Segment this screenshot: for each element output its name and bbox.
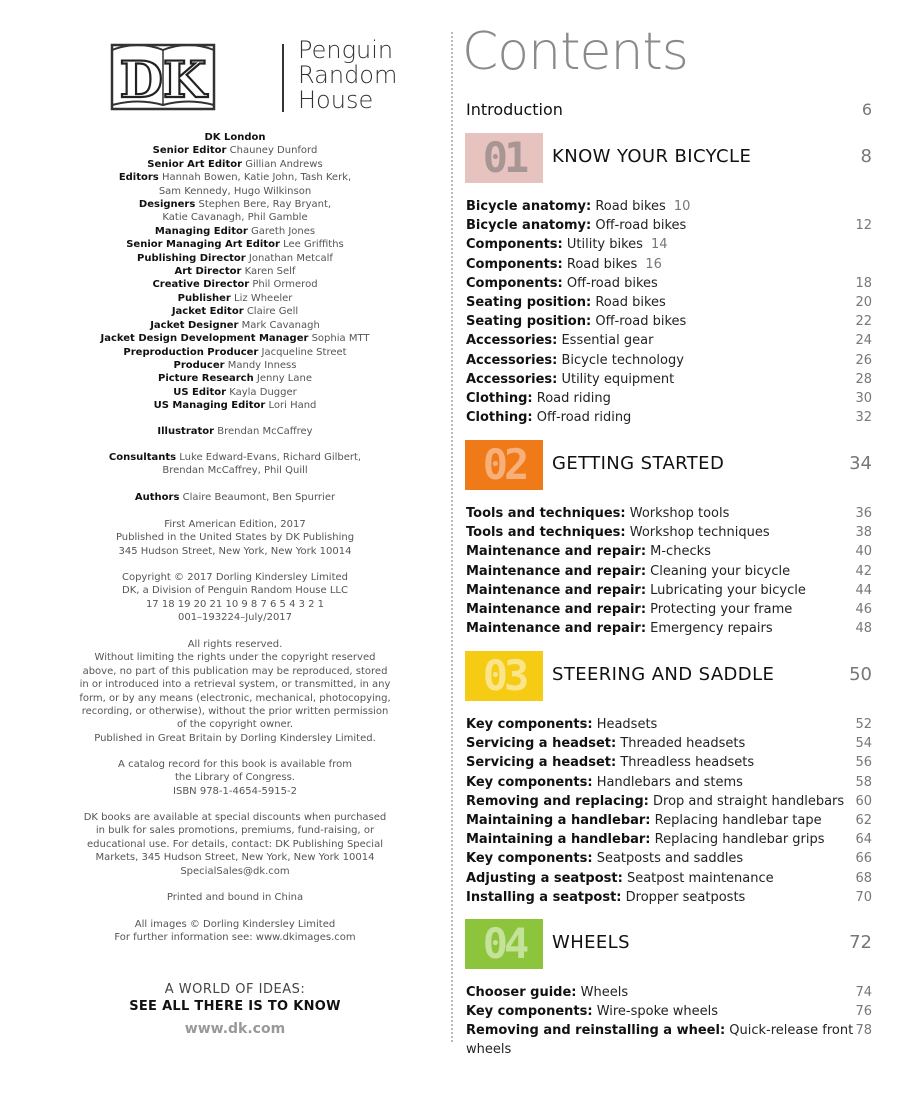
toc-entry-page: 48: [855, 621, 872, 637]
toc-entry-title: Utility equipment: [557, 371, 675, 387]
toc-entry-title: Workshop techniques: [625, 525, 770, 541]
imprint-line: in or introduced into a retrieval system, or transmitted, in any: [79, 679, 391, 691]
credit-line: [60, 158, 410, 171]
toc-entry[interactable]: [466, 562, 872, 581]
toc-entry-section: Key components:: [466, 1004, 593, 1020]
toc-entry-title: Road bikes: [591, 199, 666, 214]
credit-role: Producer: [173, 359, 225, 371]
toc-entry-title: Protecting your frame: [646, 602, 793, 617]
toc-entry[interactable]: [466, 619, 872, 638]
imprint-line: Printed and bound in China: [166, 892, 304, 903]
chapter-heading[interactable]: [465, 440, 872, 490]
imprint-line: All rights reserved.: [187, 639, 283, 650]
toc-entry[interactable]: [466, 197, 872, 216]
toc-entry[interactable]: [466, 983, 872, 1002]
credit-names: Jenny Lane: [253, 373, 312, 385]
svg-text:DK: DK: [119, 50, 207, 109]
credit-names: Jacqueline Street: [258, 346, 347, 358]
toc-entry-page: 62: [855, 813, 872, 828]
toc-entry-section: Maintenance and repair:: [466, 563, 647, 579]
credit-line: [60, 346, 410, 359]
credit-role: Authors: [134, 492, 180, 503]
toc-entry-page: 40: [855, 544, 872, 560]
toc-entry-section: Maintaining a handlebar:: [466, 813, 651, 828]
toc-entry-page: 52: [855, 717, 872, 732]
imprint-line: DK, a Division of Penguin Random House LLC: [122, 585, 348, 597]
credit-names: Claire Gell: [243, 306, 299, 318]
credit-names: Lee Griffiths: [279, 239, 344, 251]
toc-entry-page: 28: [855, 371, 872, 387]
toc-entry[interactable]: [466, 331, 872, 350]
toc-entry-page: 60: [855, 793, 872, 809]
toc-entry-section: Tools and techniques:: [466, 506, 626, 521]
credit-line: [60, 144, 410, 157]
toc-entry-section: Key components:: [466, 774, 593, 790]
toc-entry[interactable]: [466, 255, 872, 274]
toc-entry-page: 44: [855, 582, 872, 598]
imprint-line: Copyright © 2017 Dorling Kindersley Limited: [121, 572, 348, 583]
credit-line: [60, 305, 410, 318]
credit-role: Senior Managing Art Editor: [126, 239, 280, 251]
toc-entry-section: Accessories:: [466, 333, 558, 349]
credit-line: [60, 238, 410, 251]
chapter-page: 72: [849, 932, 872, 953]
toc-entry[interactable]: [466, 734, 872, 753]
credit-names: Hannah Bowen, Katie John, Tash Kerk,: [158, 172, 352, 184]
credit-line: [60, 425, 410, 438]
intro-page: 6: [861, 100, 872, 119]
credit-names: Liz Wheeler: [230, 292, 293, 304]
credit-names: Sophia MTT: [308, 333, 370, 345]
credit-role: Editors: [118, 172, 159, 184]
toc-entry-section: Accessories:: [466, 352, 558, 368]
credit-line: [60, 399, 410, 412]
chapter-number: 03: [482, 651, 526, 700]
logo-divider: [282, 44, 284, 112]
credit-line: [60, 171, 410, 184]
imprint-line: 345 Hudson Street, New York, New York 10014: [118, 545, 352, 557]
credit-line: [60, 265, 410, 278]
credit-role: Designers: [138, 199, 196, 211]
imprint-line: DK books are available at special discounts when purchased: [83, 812, 387, 823]
publisher-logo: [110, 36, 398, 114]
imprint-block: [60, 638, 410, 745]
credit-line: [60, 332, 410, 345]
toc-entry-page: 66: [855, 851, 872, 867]
toc-entry-title: Replacing handlebar grips: [650, 832, 825, 848]
toc-entry-section: Clothing:: [466, 391, 533, 406]
credit-names: Brendan McCaffrey: [214, 426, 313, 437]
toc-entry-title: Threaded headsets: [616, 736, 746, 752]
toc-entry[interactable]: [466, 408, 872, 427]
imprint-line: A catalog record for this book is available from: [118, 759, 352, 770]
imprint-line: of the copyright owner.: [176, 719, 294, 731]
toc-entry-section: Components:: [466, 237, 563, 253]
imprint-line: above, no part of this publication may be reproduced, stored: [82, 665, 388, 677]
toc-entry-page: 78: [855, 1023, 872, 1039]
chapter-number-badge: [465, 651, 543, 701]
toc-entry-section: Seating position:: [466, 295, 592, 310]
imprint-block: [60, 918, 410, 945]
imprint-block: [60, 571, 410, 625]
toc-entry[interactable]: [466, 216, 872, 235]
toc-entry-title: Road bikes: [562, 256, 638, 272]
toc-entry[interactable]: [466, 849, 872, 868]
chapter-title: WHEELS: [552, 932, 630, 953]
toc-entry-section: Bicycle anatomy:: [466, 199, 592, 214]
credit-line: [60, 451, 410, 464]
toc-entry[interactable]: [466, 504, 872, 523]
toc-entry[interactable]: [466, 235, 872, 254]
consultants-credit: [60, 451, 410, 478]
imprint-block: [60, 518, 410, 558]
chapter-number-badge: [465, 919, 543, 969]
toc-entry[interactable]: [466, 753, 872, 772]
credit-names: Lori Hand: [265, 400, 317, 412]
publisher-name-line: Penguin: [298, 36, 394, 64]
credit-names: Karen Self: [241, 266, 296, 278]
credit-line: [60, 359, 410, 372]
imprint-line: Published in Great Britain by Dorling Kindersley Limited.: [94, 732, 376, 744]
chapter-title: STEERING AND SADDLE: [552, 664, 775, 685]
toc-entry-section: Seating position:: [466, 314, 592, 330]
toc-entry-title: Off-road riding: [532, 410, 632, 426]
imprint-block: [60, 758, 410, 798]
credit-names: Claire Beaumont, Ben Spurrier: [179, 492, 336, 503]
credit-line: [60, 225, 410, 238]
motto-line-1: A WORLD OF IDEAS:: [164, 982, 306, 997]
imprint-line: the Library of Congress.: [175, 772, 295, 784]
imprint-line: Published in the United States by DK Publishing: [115, 532, 355, 544]
toc-entry-title: Quick-release front wheels: [466, 1023, 854, 1058]
imprint-line: All images © Dorling Kindersley Limited: [134, 919, 336, 930]
credit-names: Stephen Bere, Ray Bryant,: [195, 199, 332, 211]
toc-entry-page: 64: [855, 832, 872, 848]
chapter-number: 04: [482, 919, 526, 968]
toc-entry-page: 32: [855, 410, 872, 426]
credit-line: [60, 386, 410, 399]
chapter-number-badge: [465, 133, 543, 183]
toc-entry[interactable]: [466, 869, 872, 888]
credit-role: Art Director: [174, 266, 242, 278]
toc-entry[interactable]: [466, 600, 872, 619]
toc-entry-title: Seatpost maintenance: [622, 870, 774, 886]
credit-role: US Managing Editor: [153, 400, 266, 412]
toc-entry-title: Drop and straight handlebars: [648, 793, 845, 809]
credit-role: Senior Art Editor: [147, 158, 243, 170]
imprint-line: in bulk for sales promotions, premiums, fund-raising, or: [95, 825, 375, 837]
chapter-heading[interactable]: [465, 919, 872, 969]
credit-role: Jacket Design Development Manager: [100, 333, 309, 345]
imprint-line: recording, or otherwise), without the prior written permission: [81, 706, 389, 718]
publisher-name-line: House: [298, 86, 374, 114]
toc-entry-section: Key components:: [466, 851, 593, 867]
toc-entry-title: Bicycle technology: [557, 352, 684, 368]
credit-names: Gareth Jones: [247, 225, 316, 237]
toc-entry-page: 14: [650, 237, 668, 253]
credit-names: Luke Edward-Evans, Richard Gilbert,: [176, 452, 362, 463]
toc-entry-title: Off-road bikes: [591, 218, 687, 234]
toc-entry[interactable]: [466, 293, 872, 312]
toc-entry-title: Wheels: [576, 985, 629, 1000]
toc-entry[interactable]: [466, 888, 872, 907]
toc-entry-title: Road bikes: [591, 295, 666, 310]
credit-line: [60, 185, 410, 198]
toc-entry-title: Cleaning your bicycle: [646, 563, 791, 579]
toc-entry[interactable]: [466, 715, 872, 734]
toc-entry-page: 16: [645, 256, 662, 272]
toc-entry-title: Seatposts and saddles: [592, 851, 744, 867]
credit-line: [60, 464, 410, 477]
toc-entry-title: M-checks: [646, 544, 711, 560]
toc-entry-section: Chooser guide:: [466, 985, 577, 1000]
toc-entry-section: Servicing a headset:: [466, 755, 617, 771]
toc-entry-page: 56: [855, 755, 872, 771]
toc-entry[interactable]: [466, 811, 872, 830]
toc-entry-section: Adjusting a seatpost:: [466, 870, 623, 886]
chapter-heading[interactable]: [465, 133, 872, 183]
credits-column: [60, 0, 410, 1100]
credit-names: Phil Ormerod: [249, 279, 318, 291]
chapter-number: 01: [482, 133, 526, 182]
chapter-page: 8: [860, 146, 872, 167]
credit-role: Jacket Designer: [150, 319, 239, 331]
chapter-number-badge: [465, 440, 543, 490]
intro-title: Introduction: [466, 100, 563, 119]
toc-entry-title: Off-road bikes: [562, 275, 658, 291]
credit-role: Creative Director: [152, 279, 250, 291]
credit-line: [60, 491, 410, 504]
credit-role: Publisher: [177, 292, 231, 304]
toc-entry-page: 46: [855, 602, 872, 617]
toc-entry[interactable]: [466, 351, 872, 370]
credit-role: Publishing Director: [137, 252, 246, 264]
toc-entry[interactable]: [466, 389, 872, 408]
credit-role: Consultants: [108, 452, 177, 463]
toc-entry[interactable]: [466, 1002, 872, 1021]
toc-entry-section: Installing a seatpost:: [466, 889, 622, 905]
toc-entry-section: Maintenance and repair:: [466, 602, 647, 617]
toc-entry[interactable]: [466, 1021, 872, 1058]
imprint-line: Without limiting the rights under the copyright reserved: [94, 652, 376, 664]
toc-entry-section: Bicycle anatomy:: [466, 218, 592, 234]
page-title: Contents: [462, 22, 688, 82]
toc-entry[interactable]: [466, 370, 872, 389]
toc-entry-page: 18: [855, 275, 872, 291]
credit-names: Jonathan Metcalf: [245, 252, 333, 264]
toc-entry[interactable]: [466, 830, 872, 849]
toc-entry-section: Components:: [466, 256, 563, 272]
chapter-page: 34: [849, 453, 872, 474]
toc-entry[interactable]: [466, 274, 872, 293]
credit-line: [60, 252, 410, 265]
imprint-block: [60, 811, 410, 878]
imprint-line: For further information see: www.dkimages.com: [114, 932, 356, 944]
toc-entry-page: 42: [855, 563, 872, 579]
imprint-line: 001–193224–July/2017: [177, 612, 293, 624]
credit-line: [60, 319, 410, 332]
toc-entry-page: 38: [855, 525, 872, 541]
imprint-line: SpecialSales@dk.com: [180, 865, 290, 877]
toc-entry[interactable]: [466, 523, 872, 542]
credit-line: [60, 131, 410, 144]
credit-names: Gillian Andrews: [242, 158, 323, 170]
credit-names: Sam Kennedy, Hugo Wilkinson: [158, 185, 312, 197]
toc-entry-section: Accessories:: [466, 371, 558, 387]
dk-logo-icon: [110, 42, 216, 112]
toc-entry-section: Maintenance and repair:: [466, 621, 647, 637]
column-divider: [451, 32, 453, 1042]
toc-entry-page: 24: [855, 333, 872, 349]
toc-entry-section: Removing and reinstalling a wheel:: [466, 1023, 726, 1039]
toc-entry-page: 10: [673, 199, 691, 214]
imprint-block: [60, 891, 410, 904]
publisher-name-line: Random: [298, 61, 398, 89]
credit-role: DK London: [204, 132, 266, 143]
credit-names: Mandy Inness: [224, 359, 297, 371]
toc-entry-title: Essential gear: [557, 333, 654, 349]
credit-names: Kayla Dugger: [226, 386, 297, 398]
credit-line: [60, 278, 410, 291]
credit-names: Mark Cavanagh: [238, 319, 320, 331]
imprint-line: Markets, 345 Hudson Street, New York, New York 10014: [95, 852, 375, 864]
imprint-line: ISBN 978-1-4654-5915-2: [173, 785, 297, 797]
toc-entry-title: Wire-spoke wheels: [592, 1004, 719, 1020]
credit-names: Brendan McCaffrey, Phil Quill: [162, 465, 308, 477]
chapter-page: 50: [849, 664, 872, 685]
credit-names: Katie Cavanagh, Phil Gamble: [162, 212, 308, 224]
toc-entry-section: Components:: [466, 275, 563, 291]
toc-entry-title: Off-road bikes: [591, 314, 687, 330]
chapter-number: 02: [482, 440, 526, 489]
toc-entry-title: Lubricating your bicycle: [646, 582, 806, 598]
toc-entry[interactable]: [466, 773, 872, 792]
imprint-line: First American Edition, 2017: [164, 519, 306, 530]
illustrator-credit: [60, 425, 410, 438]
toc-entry-page: 54: [855, 736, 872, 752]
credit-role: US Editor: [173, 386, 227, 398]
imprint-line: 17 18 19 20 21 10 9 8 7 6 5 4 3 2 1: [145, 598, 325, 610]
toc-entry-title: Replacing handlebar tape: [650, 813, 822, 828]
website-link[interactable]: www.dk.com: [184, 1021, 286, 1037]
motto-line-2: SEE ALL THERE IS TO KNOW: [129, 999, 341, 1014]
toc-entry-title: Road riding: [532, 391, 611, 406]
toc-entry-page: 22: [855, 314, 872, 330]
toc-entry-section: Tools and techniques:: [466, 525, 626, 541]
toc-entry-section: Removing and replacing:: [466, 793, 649, 809]
toc-entry[interactable]: [466, 792, 872, 811]
toc-entry-page: 68: [855, 870, 872, 886]
toc-entry-page: 70: [855, 889, 872, 905]
toc-entry-section: Clothing:: [466, 410, 533, 426]
toc-entry-page: 36: [855, 506, 872, 521]
authors-credit: [60, 491, 410, 504]
toc-entry-page: 20: [855, 295, 872, 310]
toc-entry-page: 30: [855, 391, 872, 406]
toc-entry-title: Headsets: [592, 717, 658, 732]
toc-entry-page: 58: [855, 774, 872, 790]
credit-line: [60, 198, 410, 211]
credit-line: [60, 292, 410, 305]
publisher-name: [298, 38, 397, 113]
credit-role: Senior Editor: [152, 145, 227, 157]
toc-entry[interactable]: [466, 312, 872, 331]
credit-names: Chauney Dunford: [226, 145, 318, 157]
chapter-title: GETTING STARTED: [552, 453, 725, 474]
toc-entry[interactable]: [466, 542, 872, 561]
toc-entry-section: Servicing a headset:: [466, 736, 617, 752]
toc-entry-title: Threadless headsets: [616, 755, 755, 771]
toc-entry-section: Key components:: [466, 717, 593, 732]
chapter-title: KNOW YOUR BICYCLE: [552, 146, 752, 167]
credit-role: Jacket Editor: [171, 306, 244, 318]
staff-credits: [60, 131, 410, 413]
toc-entry-section: Maintenance and repair:: [466, 582, 647, 598]
toc-entry-section: Maintaining a handlebar:: [466, 832, 651, 848]
credit-line: [60, 372, 410, 385]
credit-line: [60, 211, 410, 224]
toc-entry-section: Maintenance and repair:: [466, 544, 647, 560]
toc-entry-page: 12: [855, 218, 872, 234]
credit-role: Picture Research: [158, 373, 254, 385]
toc-entry-page: 76: [855, 1004, 872, 1020]
credit-role: Illustrator: [157, 426, 215, 437]
toc-entry-page: 74: [855, 985, 872, 1000]
credit-role: Preproduction Producer: [123, 346, 259, 358]
toc-entry-title: Dropper seatposts: [621, 889, 746, 905]
toc-entry-page: 26: [855, 352, 872, 368]
toc-entry-title: Emergency repairs: [646, 621, 773, 637]
imprint-line: form, or by any means (electronic, mechanical, photocopying,: [79, 692, 391, 704]
toc-entry-title: Utility bikes: [562, 237, 643, 253]
toc-entry[interactable]: [466, 581, 872, 600]
toc-entry-title: Workshop tools: [625, 506, 730, 521]
imprint-line: educational use. For details, contact: DK Publishing Special: [87, 838, 383, 850]
toc-entry-title: Handlebars and stems: [592, 774, 743, 790]
credit-role: Managing Editor: [154, 225, 248, 237]
chapter-heading[interactable]: [465, 651, 872, 701]
